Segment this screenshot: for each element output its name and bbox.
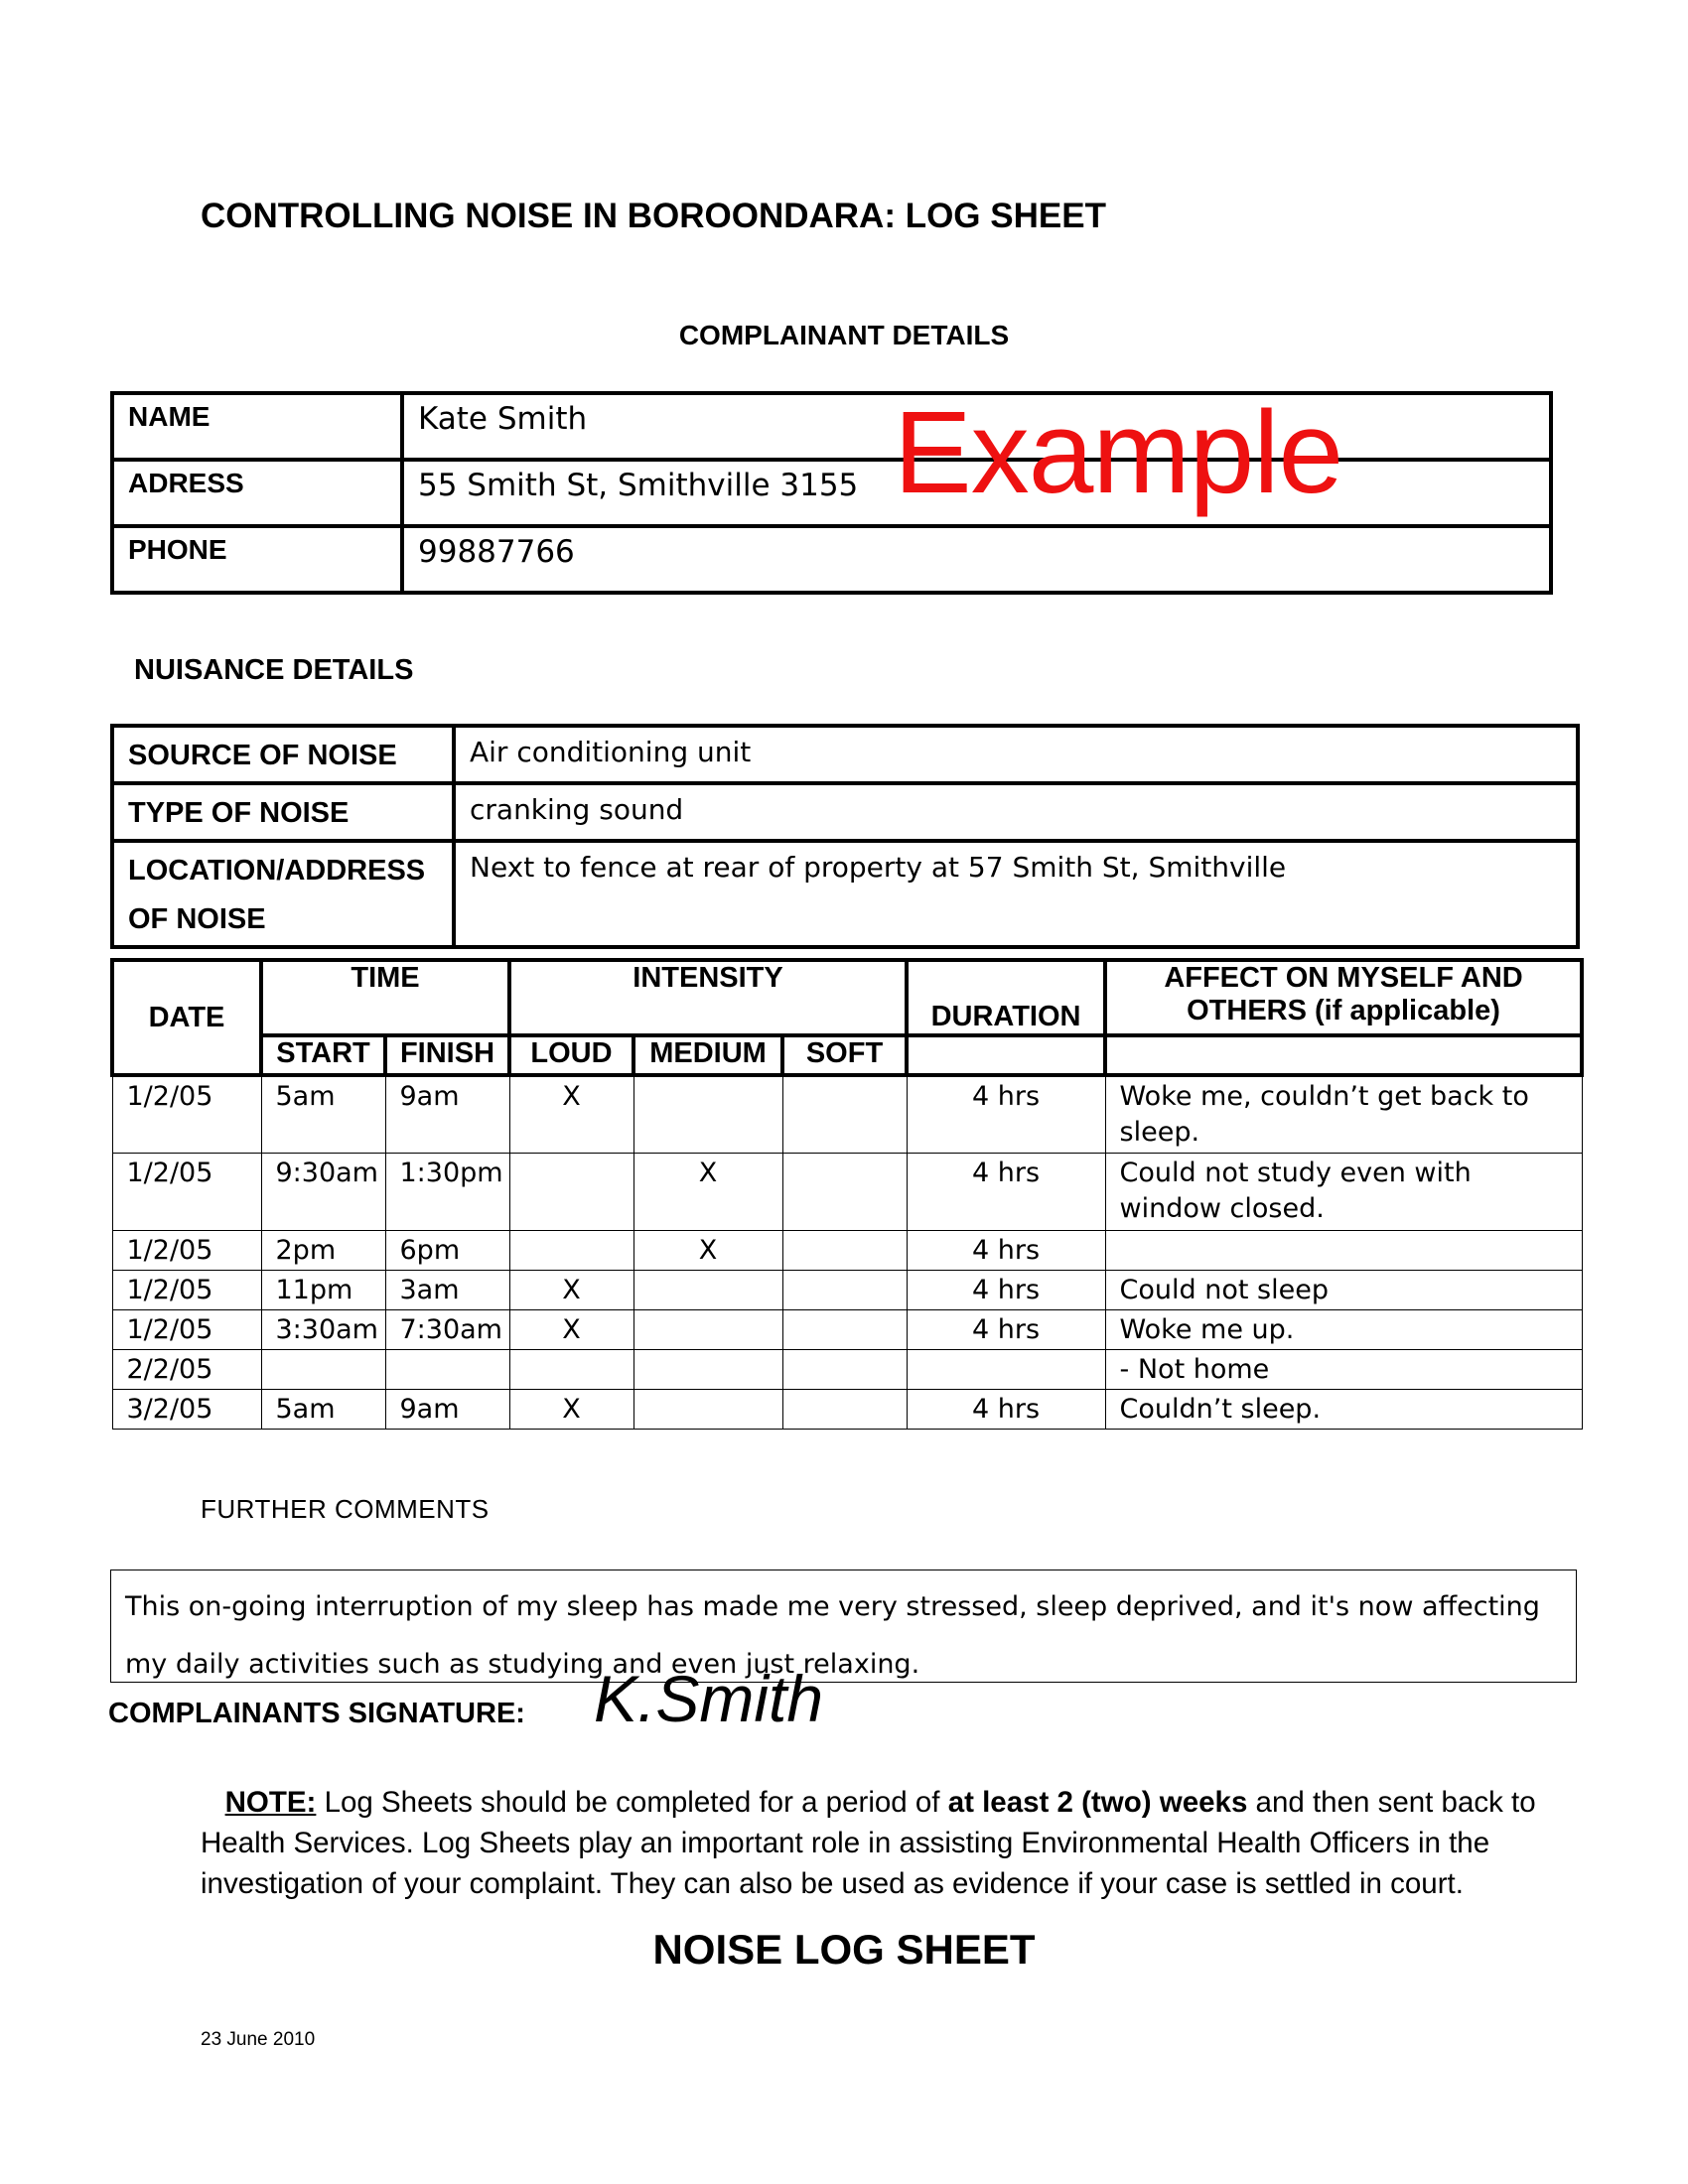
log-cell-date: 1/2/05 (112, 1153, 261, 1230)
table-row (112, 783, 1578, 841)
affect-header-line1: AFFECT ON MYSELF AND (1164, 962, 1523, 994)
log-cell-soft (782, 1349, 907, 1389)
log-cell-start (261, 1349, 385, 1389)
finish-header: FINISH (385, 1035, 509, 1075)
affect-header (1105, 960, 1582, 1035)
location-value: Next to fence at rear of property at 57 Smith St, Smithville (454, 841, 1578, 947)
noise-log-table (110, 958, 1584, 1430)
log-cell-finish: 6pm (385, 1230, 509, 1270)
name-value: Kate Smith (402, 393, 1551, 460)
log-cell-finish: 1:30pm (385, 1153, 509, 1230)
log-cell-medium (633, 1349, 782, 1389)
log-cell-loud: X (509, 1075, 633, 1153)
log-cell-soft (782, 1389, 907, 1429)
duration-header: DURATION (907, 960, 1105, 1035)
medium-header: MEDIUM (633, 1035, 782, 1075)
log-cell-soft (782, 1075, 907, 1153)
log-cell-medium (633, 1270, 782, 1309)
address-value: 55 Smith St, Smithville 3155 (402, 460, 1551, 526)
further-comments-box: This on-going interruption of my sleep has made me very stressed, sleep deprived, and it's now affecting my daily activities such as studying and even just relaxing. (110, 1570, 1577, 1683)
log-cell-loud: X (509, 1309, 633, 1349)
table-row (112, 1309, 1582, 1349)
log-cell-medium (633, 1075, 782, 1153)
affect-subheader (1105, 1035, 1582, 1075)
nuisance-heading: NUISANCE DETAILS (134, 654, 414, 686)
table-row (112, 726, 1578, 783)
note-label: NOTE: (224, 1786, 317, 1819)
date-header: DATE (112, 960, 261, 1075)
complainant-heading: COMPLAINANT DETAILS (678, 320, 1010, 350)
duration-subheader (907, 1035, 1105, 1075)
location-label (112, 841, 454, 947)
source-value: Air conditioning unit (454, 726, 1578, 783)
log-cell-start: 5am (261, 1075, 385, 1153)
table-row (112, 1349, 1582, 1389)
type-label: TYPE OF NOISE (112, 783, 454, 841)
type-value: cranking sound (454, 783, 1578, 841)
page-title: CONTROLLING NOISE IN BOROONDARA: LOG SHEET (201, 197, 1106, 235)
log-cell-duration: 4 hrs (907, 1153, 1105, 1230)
log-cell-start: 2pm (261, 1230, 385, 1270)
start-header: START (261, 1035, 385, 1075)
soft-header: SOFT (782, 1035, 907, 1075)
table-row (112, 1270, 1582, 1309)
log-cell-date: 3/2/05 (112, 1389, 261, 1429)
log-subheader-row (112, 1035, 1582, 1075)
log-cell-duration: 4 hrs (907, 1309, 1105, 1349)
footer-title: NOISE LOG SHEET (652, 1926, 1036, 1973)
source-label: SOURCE OF NOISE (112, 726, 454, 783)
log-cell-loud (509, 1153, 633, 1230)
log-cell-date: 1/2/05 (112, 1309, 261, 1349)
log-cell-duration: 4 hrs (907, 1270, 1105, 1309)
log-cell-finish: 9am (385, 1075, 509, 1153)
log-cell-duration: 4 hrs (907, 1230, 1105, 1270)
log-cell-affect: Woke me, couldn’t get back to sleep. (1105, 1075, 1582, 1153)
log-cell-date: 1/2/05 (112, 1270, 261, 1309)
log-cell-finish: 9am (385, 1389, 509, 1429)
log-cell-medium (633, 1389, 782, 1429)
address-label: ADRESS (112, 460, 402, 526)
log-cell-loud (509, 1230, 633, 1270)
log-cell-finish (385, 1349, 509, 1389)
further-comments-label: FURTHER COMMENTS (201, 1494, 490, 1524)
log-cell-medium: X (633, 1153, 782, 1230)
table-row (112, 1153, 1582, 1230)
note-text-2: and then sent back to Health Services. Log Sheets play an important role in assisting Environmental Health Officers in the investigation of your complaint. They can also be used as evidence if your case is settled in court. (201, 1786, 1536, 1900)
log-cell-duration: 4 hrs (907, 1075, 1105, 1153)
log-cell-affect: Could not sleep (1105, 1270, 1582, 1309)
signature-value: K.Smith (594, 1662, 824, 1735)
log-cell-medium: X (633, 1230, 782, 1270)
time-header: TIME (261, 960, 509, 1035)
footer-date: 23 June 2010 (201, 2029, 316, 2050)
table-row (112, 1075, 1582, 1153)
loud-header: LOUD (509, 1035, 633, 1075)
log-cell-affect: Couldn’t sleep. (1105, 1389, 1582, 1429)
log-cell-finish: 7:30am (385, 1309, 509, 1349)
log-cell-start: 3:30am (261, 1309, 385, 1349)
location-label-line2: OF NOISE (128, 903, 266, 936)
log-header-row (112, 960, 1582, 1035)
log-cell-soft (782, 1309, 907, 1349)
nuisance-table (110, 724, 1580, 949)
note-bold: at least 2 (two) weeks (947, 1786, 1248, 1819)
log-cell-loud: X (509, 1270, 633, 1309)
log-cell-soft (782, 1153, 907, 1230)
table-row (112, 526, 1551, 593)
note-text-1: Log Sheets should be completed for a period of (316, 1786, 948, 1819)
affect-header-line2: OTHERS (if applicable) (1187, 995, 1500, 1026)
log-cell-loud: X (509, 1389, 633, 1429)
log-cell-affect: Woke me up. (1105, 1309, 1582, 1349)
log-cell-date: 1/2/05 (112, 1075, 261, 1153)
log-cell-affect: Could not study even with window closed. (1105, 1153, 1582, 1230)
log-cell-start: 11pm (261, 1270, 385, 1309)
phone-value: 99887766 (402, 526, 1551, 593)
log-cell-soft (782, 1230, 907, 1270)
log-cell-affect (1105, 1230, 1582, 1270)
table-row (112, 1389, 1582, 1429)
log-cell-duration (907, 1349, 1105, 1389)
intensity-header: INTENSITY (509, 960, 907, 1035)
log-cell-finish: 3am (385, 1270, 509, 1309)
log-cell-soft (782, 1270, 907, 1309)
log-cell-loud (509, 1349, 633, 1389)
phone-label: PHONE (112, 526, 402, 593)
log-cell-date: 1/2/05 (112, 1230, 261, 1270)
name-label: NAME (112, 393, 402, 460)
log-cell-duration: 4 hrs (907, 1389, 1105, 1429)
table-row (112, 1230, 1582, 1270)
log-cell-date: 2/2/05 (112, 1349, 261, 1389)
log-cell-start: 5am (261, 1389, 385, 1429)
location-label-line1: LOCATION/ADDRESS (128, 855, 426, 887)
log-cell-affect: - Not home (1105, 1349, 1582, 1389)
example-watermark: Example (894, 387, 1343, 518)
table-row (112, 841, 1578, 947)
signature-label: COMPLAINANTS SIGNATURE: (108, 1698, 525, 1729)
note-paragraph (201, 1782, 1611, 1904)
log-cell-start: 9:30am (261, 1153, 385, 1230)
log-cell-medium (633, 1309, 782, 1349)
